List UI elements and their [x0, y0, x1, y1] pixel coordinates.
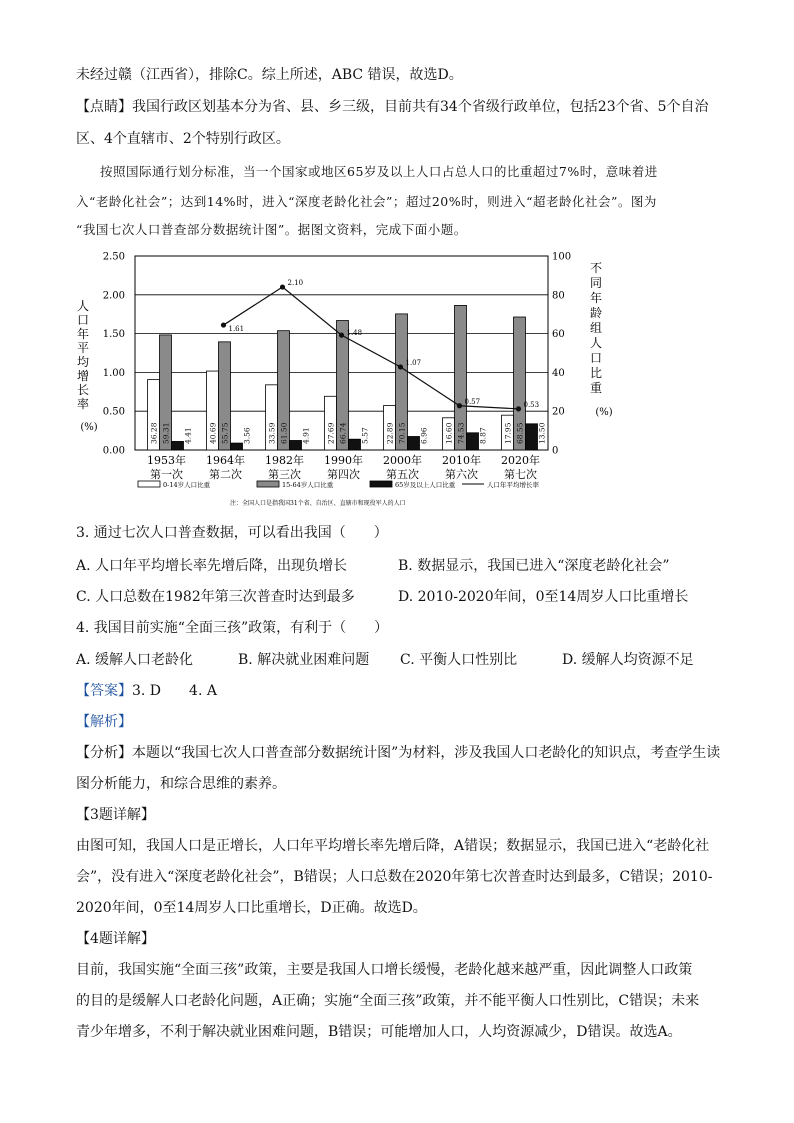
x-tick-label: 1990年	[324, 454, 363, 467]
intro-line: 按照国际通行划分标准，当一个国家或地区65岁及以上人口占总人口的比重超过7%时，意味着进	[100, 164, 658, 179]
bar-value-label: 13.50	[537, 422, 547, 444]
q4-stem: 4. 我国目前实施“全面三孩”政策，有利于（ ）	[76, 620, 389, 636]
y-left-axis-label-char: 年	[76, 327, 90, 341]
legend-swatch	[370, 481, 392, 487]
legend-label: 人口年平均增长率	[487, 481, 539, 489]
growth-rate-point	[398, 364, 403, 369]
bar	[408, 436, 420, 450]
bar-value-label: 8.87	[478, 427, 488, 444]
y-left-axis-label-char: 均	[76, 355, 90, 369]
y-right-tick-label: 80	[552, 290, 565, 302]
y-right-axis-label-char: 年	[589, 291, 603, 305]
bar-value-label: 4.41	[183, 427, 193, 444]
y-right-tick-label: 20	[552, 406, 565, 418]
q3-option-d: D. 2010-2020年间，0至14周岁人口比重增长	[398, 589, 689, 605]
legend-label: 15-64岁人口比重	[282, 481, 334, 489]
y-right-axis-label-char: 重	[589, 381, 603, 395]
y-right-axis-label-char: 不	[589, 261, 603, 275]
bar-value-label: 70.15	[397, 422, 407, 444]
y-right-axis-label-char: 人	[589, 336, 603, 350]
answer-line	[76, 680, 217, 700]
legend-label: 65岁及以上人口比重	[395, 481, 456, 489]
x-tick-label: 第二次	[209, 468, 242, 481]
y-right-unit: (%)	[595, 407, 613, 418]
q4-option-d: D. 缓解人均资源不足	[562, 652, 694, 668]
y-right-axis-label-char: 口	[589, 351, 603, 365]
bar-value-label: 61.50	[279, 422, 289, 444]
bar-value-label: 5.57	[360, 427, 370, 444]
growth-rate-point	[457, 403, 462, 408]
bar-value-label: 33.59	[267, 422, 277, 444]
answer-text: 3. D 4. A	[132, 683, 217, 699]
x-tick-label: 1964年	[206, 454, 245, 467]
q3-option-c: C. 人口总数在1982年第三次普查时达到最多	[76, 589, 355, 605]
bar-value-label: 16.60	[444, 422, 454, 444]
y-left-tick-label: 1.50	[102, 329, 125, 341]
bar-value-label: 68.55	[515, 422, 525, 444]
q4-detail-line: 目前，我国实施“全面三孩”政策，主要是我国人口增长缓慢，老龄化越来越严重，因此调整人口政策	[76, 962, 693, 978]
bar-value-label: 22.89	[385, 422, 395, 444]
bar-value-label: 17.95	[503, 422, 513, 444]
bar	[172, 441, 184, 450]
bar	[467, 433, 479, 450]
q4-option-a: A. 缓解人口老龄化	[76, 652, 194, 668]
growth-rate-label: 1.48	[346, 329, 363, 338]
q3-option-b: B. 数据显示，我国已进入“深度老龄化社会”	[398, 558, 670, 574]
x-tick-label: 2000年	[383, 454, 422, 467]
y-left-axis-label-char: 平	[76, 341, 90, 355]
x-tick-label: 第六次	[445, 468, 478, 481]
answer-label: 【答案】	[76, 683, 132, 699]
q3-detail-line: 会”，没有进入“深度老龄化社会”，B错误；人口总数在2020年第七次普查时达到最多，C错误；2010-	[76, 869, 713, 885]
legend-swatch	[257, 481, 279, 487]
q3-detail-label: 【3题详解】	[76, 807, 155, 823]
y-right-tick-label: 100	[552, 251, 572, 263]
y-right-axis-label-char: 组	[589, 321, 603, 335]
growth-rate-label: 1.61	[228, 325, 245, 334]
bar	[290, 440, 302, 450]
x-tick-label: 第三次	[268, 468, 301, 481]
x-tick-label: 1982年	[265, 454, 304, 467]
growth-rate-label: 0.57	[464, 397, 481, 406]
fenxi-line: 图分析能力，和综合思维的素养。	[76, 776, 286, 792]
text-line: 区、4个直辖市、2个特别行政区。	[76, 131, 290, 147]
bar-value-label: 66.74	[338, 422, 348, 444]
text-line: 未经过赣（江西省），排除C。综上所述，ABC 错误，故选D。	[76, 67, 463, 83]
y-right-axis-label-char: 比	[589, 366, 603, 380]
growth-rate-label: 0.53	[523, 400, 540, 409]
analysis-label: 【解析】	[76, 714, 132, 730]
text-line: 【点睛】我国行政区划基本分为省、县、乡三级，目前共有34个省级行政单位，包括23个省、5个自治	[76, 99, 709, 115]
growth-rate-label: 1.07	[405, 358, 422, 367]
growth-rate-point	[221, 322, 226, 327]
x-tick-label: 2020年	[501, 454, 540, 467]
bar-value-label: 27.69	[326, 422, 336, 444]
q4-detail-label: 【4题详解】	[76, 931, 155, 947]
bar-value-label: 40.69	[208, 422, 218, 444]
y-left-axis-label-char: 率	[76, 397, 90, 411]
bar-value-label: 36.28	[149, 422, 159, 444]
legend-label: 0-14岁人口比重	[163, 481, 211, 489]
y-left-tick-label: 0.50	[102, 406, 125, 418]
growth-rate-label: 2.10	[287, 279, 304, 288]
y-right-axis-label-char: 龄	[589, 306, 603, 320]
q3-detail-line: 由图可知，我国人口是正增长，人口年平均增长率先增后降，A错误；数据显示，我国已进入“老龄化社	[76, 838, 710, 854]
q3-stem: 3. 通过七次人口普查数据，可以看出我国（ ）	[76, 525, 388, 541]
x-tick-label: 2010年	[442, 454, 481, 467]
legend-swatch	[138, 481, 160, 487]
growth-rate-point	[516, 406, 521, 411]
bar	[526, 424, 538, 450]
bar-value-label: 55.75	[220, 422, 230, 444]
y-left-tick-label: 2.00	[102, 290, 125, 302]
q4-detail-line: 的目的是缓解人口老龄化问题，A正确；实施“全面三孩”政策，并不能平衡人口性别比，C错误；未来	[76, 993, 700, 1009]
x-tick-label: 第七次	[504, 468, 537, 481]
intro-line: 入“老龄化社会”；达到14%时，进入“深度老龄化社会”；超过20%时，则进入“超老龄化社会”。图为	[76, 194, 657, 209]
y-left-tick-label: 2.50	[102, 251, 125, 263]
y-right-axis-label-char: 同	[589, 276, 603, 290]
y-right-tick-label: 60	[552, 329, 565, 341]
bar-value-label: 4.91	[301, 427, 311, 444]
q4-detail-line: 青少年增多，不利于解决就业困难问题，B错误；可能增加人口，人均资源减少，D错误。故选A。	[76, 1024, 682, 1040]
intro-line: “我国七次人口普查部分数据统计图”。据图文资料，完成下面小题。	[76, 222, 467, 237]
y-left-tick-label: 0.00	[102, 445, 125, 457]
chart-note: 注：全国人口是指我国31个省、自治区、直辖市和现役军人的人口	[230, 500, 406, 507]
q3-detail-line: 2020年间，0至14周岁人口比重增长，D正确。故选D。	[76, 900, 427, 916]
q3-option-a: A. 人口年平均增长率先增后降，出现负增长	[76, 558, 348, 574]
y-left-axis-label-char: 长	[76, 383, 90, 397]
growth-rate-point	[339, 333, 344, 338]
y-left-axis-label-char: 增	[76, 369, 90, 383]
y-left-axis-label-char: 人	[76, 299, 90, 313]
growth-rate-point	[280, 284, 285, 289]
x-tick-label: 第五次	[386, 468, 419, 481]
bar-value-label: 6.96	[419, 427, 429, 444]
y-left-tick-label: 1.00	[102, 367, 125, 379]
y-left-unit: (%)	[80, 422, 98, 433]
q4-option-b: B. 解决就业困难问题	[238, 652, 370, 668]
x-tick-label: 第四次	[327, 468, 360, 481]
q4-option-c: C. 平衡人口性别比	[400, 652, 518, 668]
bar	[349, 439, 361, 450]
bar-value-label: 74.53	[456, 422, 466, 444]
x-tick-label: 1953年	[147, 454, 186, 467]
y-right-tick-label: 0	[552, 445, 559, 457]
bar-value-label: 59.31	[161, 422, 171, 444]
y-right-tick-label: 40	[552, 367, 565, 379]
census-chart	[70, 246, 630, 516]
bar-value-label: 3.56	[242, 427, 252, 444]
bar	[231, 443, 243, 450]
y-left-axis-label-char: 口	[76, 313, 90, 327]
fenxi-line: 【分析】本题以“我国七次人口普查部分数据统计图”为材料，涉及我国人口老龄化的知识点，考查学生读	[76, 745, 721, 761]
x-tick-label: 第一次	[150, 468, 183, 481]
